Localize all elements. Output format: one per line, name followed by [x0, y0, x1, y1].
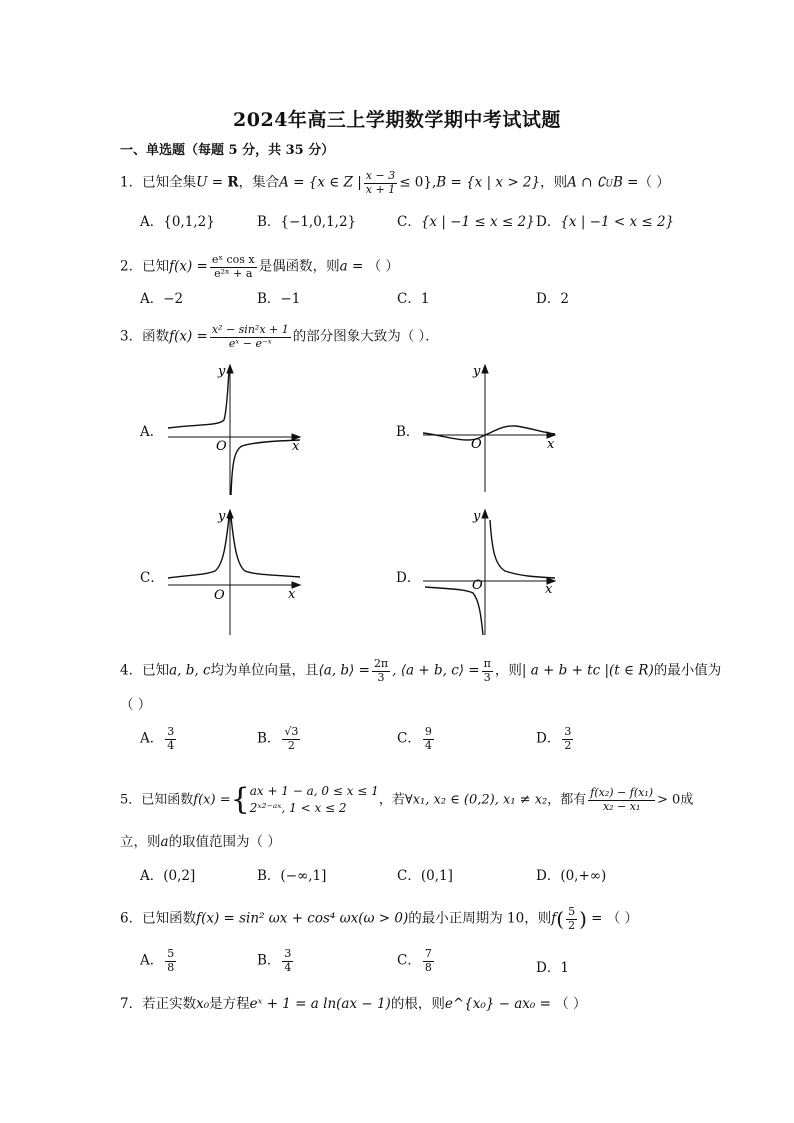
option-c[interactable]: C．{x | −1 ≤ x ≤ 2}	[397, 214, 535, 230]
graph-label-d[interactable]: D．	[396, 570, 421, 586]
option-c[interactable]: C．1	[397, 291, 430, 307]
question-1: 1．已知全集U = R，集合A = {x ∈ Z | $\frac{x - 3}{x + 1}$ ≤ 0},B = {x | x > 2}，则A ∩ ∁UB =（ ）	[120, 169, 670, 196]
graph-c	[160, 505, 310, 640]
question-5-line2: 立，则a的取值范围为（ ）	[120, 834, 281, 850]
option-a[interactable]: A． $\frac{3}{4}$	[140, 725, 175, 752]
graph-label-c[interactable]: C．	[140, 570, 164, 586]
origin: O	[471, 437, 482, 452]
option-c[interactable]: C． $\frac{7}{8}$	[397, 947, 432, 974]
question-7: 7．若正实数x₀是方程eˣ + 1 = a ln(ax − 1)的根，则e^{x₀} − ax₀ = （ ）	[120, 996, 587, 1012]
graph-label-a[interactable]: A．	[140, 424, 164, 440]
option-b[interactable]: B．(−∞,1]	[257, 868, 327, 884]
origin: O	[216, 439, 227, 454]
question-4: 4．已知a, b, c均为单位向量，且⟨a, b⟩ = $\frac{2\pi}{3}$ , ⟨a + b, c⟩ = $\frac{\pi}{3}$ ，则| a + b + tc |(t ∈ R)的最小值为	[120, 657, 722, 684]
question-6: 6．已知函数f(x) = sin² ωx + cos⁴ ωx(ω > 0)的最小正周期为 10，则f( $\frac{5}{2}$ ) = （ ）	[120, 905, 639, 932]
axis-y: y	[473, 509, 481, 524]
option-d[interactable]: D．(0,+∞)	[536, 868, 607, 884]
option-a[interactable]: A．{0,1,2}	[140, 214, 215, 230]
graph-label-b[interactable]: B．	[396, 424, 420, 440]
option-c[interactable]: C． $\frac{9}{4}$	[397, 725, 432, 752]
axis-y: y	[218, 509, 226, 524]
page-title: 2024年高三上学期数学期中考试试题	[233, 109, 561, 131]
option-d[interactable]: D．{x | −1 < x ≤ 2}	[536, 214, 675, 230]
axis-x: x	[547, 437, 555, 452]
option-d[interactable]: D．1	[536, 960, 569, 976]
graph-a	[160, 360, 310, 500]
graph-b	[415, 360, 565, 500]
axis-x: x	[545, 582, 553, 597]
question-2: 2．已知f(x) = $\frac{\text{eˣ cos x}}{\text{e²ˣ + a}}$ 是偶函数，则a = （ ）	[120, 253, 399, 280]
axis-y: y	[218, 364, 226, 379]
option-a[interactable]: A．−2	[140, 291, 184, 307]
origin: O	[472, 578, 483, 593]
section-heading: 一、单选题（每题 5 分，共 35 分）	[120, 143, 335, 158]
origin: O	[214, 588, 225, 603]
option-b[interactable]: B． $\frac{3}{4}$	[257, 947, 292, 974]
axis-y: y	[473, 364, 481, 379]
option-b[interactable]: B． $\frac{√3}{2}$	[257, 725, 299, 752]
axis-x: x	[288, 587, 296, 602]
option-b[interactable]: B．{−1,0,1,2}	[257, 214, 357, 230]
axis-x: x	[292, 439, 300, 454]
option-c[interactable]: C．(0,1]	[397, 868, 453, 884]
graph-d	[415, 505, 565, 640]
question-3: 3．函数f(x) = $\frac{\text{x² − sin²x + 1}}{\text{eˣ − e⁻ˣ}}$ 的部分图象大致为（ ）．	[120, 323, 439, 350]
question-5: 5．已知函数f(x) ={ ax + 1 − a, 0 ≤ x ≤ 1 2ˣ²⁻ᵃˣ, 1 < x ≤ 2 ，若∀x₁, x₂ ∈ (0,2), x₁ ≠ x₂，都有 $\frac{\text{f(x₂) − f(x₁)}}{\text{x₂ − x₁}}$ > 0成	[120, 782, 694, 817]
option-b[interactable]: B．−1	[257, 291, 301, 307]
option-a[interactable]: A． $\frac{5}{8}$	[140, 947, 175, 974]
option-a[interactable]: A．(0,2]	[140, 868, 196, 884]
option-d[interactable]: D．2	[536, 291, 569, 307]
question-4-paren: （ ）	[120, 697, 152, 713]
option-d[interactable]: D． $\frac{3}{2}$	[536, 725, 572, 752]
